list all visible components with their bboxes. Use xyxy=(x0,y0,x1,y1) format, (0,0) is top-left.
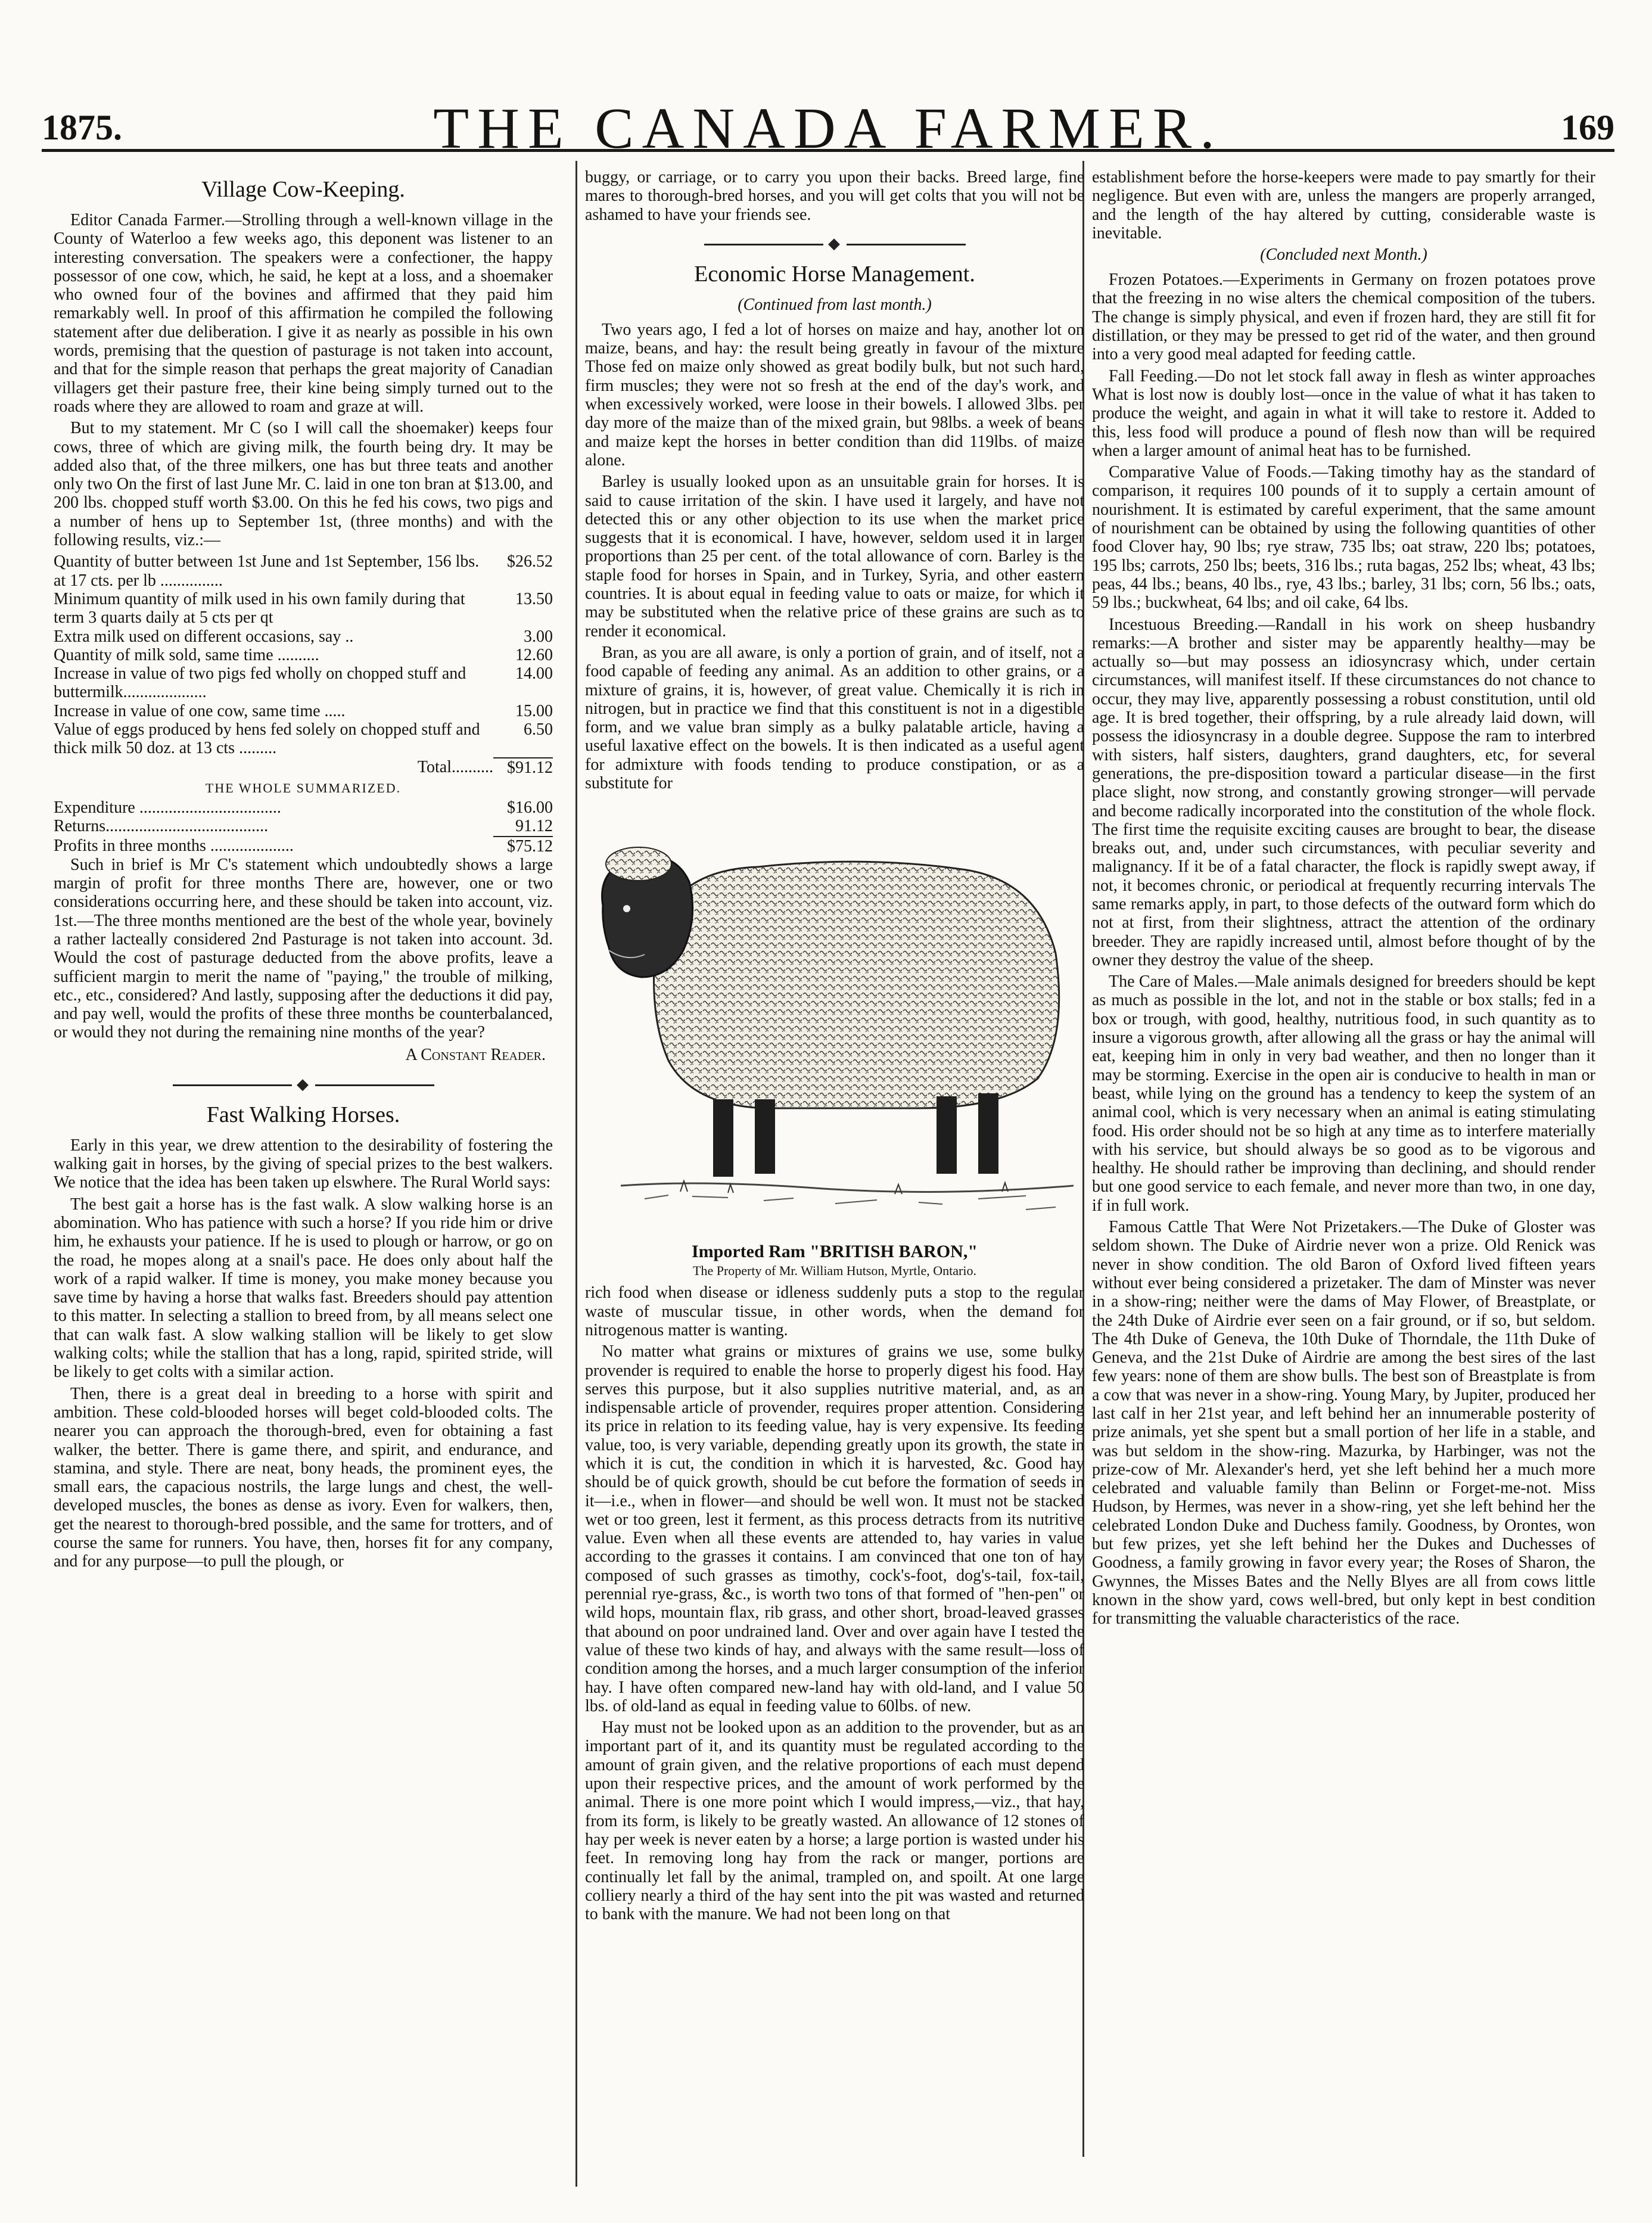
paragraph: Then, there is a great deal in breeding to a horse with spirit and ambition. These cold-blooded horses will beget cold-blooded colts. The nearer you can approach the thorough-bred, even for obtaining a fast walker, the better. There is game there, and spirit, and endurance, and stamina, and style. There are neat, bony heads, the prominent eyes, the small ears, the capacious nostrils, the large lungs and chest, the well-developed muscles, the bones as dense as ivory. Even for walkers, then, get the nearest to thorough-bred possible, and the same for trotters, and of course the same for runners. You have, then, horses fit for any company, and for any purpose—to pull the plough, or xyxy=(54,1384,553,1571)
paragraph: Fall Feeding.—Do not let stock fall away in flesh as winter approaches What is lost now is doubly lost—once in the value of what it has taken to produce the weight, and again in what it will take to restore it. Added to this, less food will produce a pound of flesh now than will be required when a larger amount of animal heat has to be furnished. xyxy=(1092,366,1595,460)
article-heading: Fast Walking Horses. xyxy=(206,1102,400,1127)
column-rule xyxy=(575,161,577,2187)
account-row xyxy=(54,590,553,627)
account-label: Extra milk used on different occasions, say .. xyxy=(54,627,354,646)
column-3 xyxy=(1092,168,1595,2194)
paragraph: Barley is usually looked upon as an unsuitable grain for horses. It is said to cause irritation of the skin. I have used it largely, and have not detected this or any other objection to its use when the market price suggests that it is economical. I have, however, seldom used it in larger proportions than 25 per cent. of the total allowance of corn. Barley is the staple food for horses in Spain, and in Turkey, Syria, and other eastern countries. It is about equal in feeding value to oats or maize, for which it may be substituted when the relative price of these grains are such as to render it economical. xyxy=(585,472,1084,641)
continued-note: (Continued from last month.) xyxy=(738,295,932,314)
paragraph: Such in brief is Mr C's statement which undoubtedly shows a large margin of profit for three months There are, however, one or two considerations occurring here, and these should be taken into account, viz. 1st.—The three months mentioned are the best of the whole year, bovinely a rather lacteally considered 2nd Pasturage is not taken into account. 3d. Would the cost of pasturage deducted from the above profits, leave a sufficient margin to merit the name of "paying," the trouble of milking, etc., etc., considered? And lastly, supposing after the deductions it did pay, and pay well, would the profits of these three months be counterbalanced, or would they not during the remaining nine months of the year? xyxy=(54,855,553,1042)
account-row xyxy=(54,720,553,758)
issue-year: 1875. xyxy=(42,108,122,147)
account-amount: $26.52 xyxy=(507,552,553,571)
total-label: Total.......... xyxy=(417,757,493,776)
column-1 xyxy=(54,168,553,2194)
paragraph: Bran, as you are all aware, is only a portion of grain, and of itself, not a food capable of feeding any animal. As an addition to other grains, or a mixture of grains, it is, however, of great value. Chemically it is rich in nitrogen, but in practice we find that this constituent is not in a digestible form, and we value bran simply as a bulky palatable article, having a useful laxative effect on the bowels. It is then indicated as a useful agent for admixture with foods tending to produce constipation, or as a substitute for xyxy=(585,643,1084,793)
account-table xyxy=(54,552,553,777)
ram-illustration xyxy=(585,798,1084,1239)
paragraph: Two years ago, I fed a lot of horses on maize and hay, another lot on maize, beans, and hay: the result being greatly in favour of the mixture Those fed on maize only showed as great bodily bulk, but not such hard, firm muscles; they were not so fresh at the end of the day's work, and when excessively worked, were loose in their bowels. I allowed 3lbs. per day more of the maize than of the mixed grain, but 98lbs. a week of beans and maize kept the horses in better condition than did 119lbs. of maize alone. xyxy=(585,320,1084,470)
section-divider: ◆ xyxy=(585,235,1084,253)
paragraph: Hay must not be looked upon as an addition to the provender, but as an important part of it, and its quantity must be regulated according to the amount of grain given, and the relative proportions of each must depend upon their respective prices, and the amount of work performed by the animal. There is one more point which I would impress,—viz., that hay, from its form, is likely to be greatly wasted. An allowance of 12 stones of hay per week is never eaten by a horse; a large portion is wasted under his feet. In removing long hay from the rack or manger, portions are continually let fall by the animal, trampled on, and spoilt. At one large colliery nearly a third of the hay sent into the pit was wasted and returned to bank with the manure. We had not been long on that xyxy=(585,1718,1084,1924)
paragraph: The Care of Males.—Male animals designed for breeders should be kept as much as possible in the lot, and not in the stable or box stalls; fed in a box or trough, with good, healthy, nutritious food, in such quantity as to insure a vigorous growth, after allowing all the grass or hay the animal will eat, keeping him in only in very bad weather, and then no longer than it may be storming. Exercise in the open air is conducive to health in man or beast, while lying on the ground has a tendency to keep the system of an animal cool, which is very necessary when an animal is eating stimulating food. His order should not be so high at any time as to interfere materially with his service, but should always be so good as to be vigorous and healthy. He should rather be improving than declining, and should render but one good service to each female, and never more than two, in one day, if in full work. xyxy=(1092,972,1595,1215)
continued-note: (Concluded next Month.) xyxy=(1260,245,1427,265)
paragraph: But to my statement. Mr C (so I will call the shoemaker) keeps four cows, three of which are giving milk, the fourth being dry. It may be added also that, of the three milkers, one has but three teats and another only two On the first of last June Mr. C. laid in one ton bran at $13.00, and 200 lbs. chopped stuff worth $3.00. On this he fed his cows, two pigs and a number of hens up to September 1st, (three months) and with the following results, viz.:— xyxy=(54,419,553,550)
account-label: Increase in value of one cow, same time ..... xyxy=(54,701,346,720)
summary-row xyxy=(54,798,553,817)
paragraph: rich food when disease or idleness suddenly puts a stop to the regular waste of muscular tissue, in other words, when the demand for nitrogenous matter is wanting. xyxy=(585,1283,1084,1339)
paragraph: Famous Cattle That Were Not Prizetakers.—The Duke of Gloster was seldom shown. The Duke of Airdrie never won a prize. Old Renick was never in show condition. The old Baron of Oxford lived fifteen years without ever being considered a prizetaker. The dam of Minster was never in a show-ring; neither were the dams of May Flower, of Breastplate, or the 24th Duke of Airdrie ever seen on a fair ground, or if so, but seldom. The 4th Duke of Geneva, the 10th Duke of Thorndale, the 11th Duke of Geneva, and the 21st Duke of Airdrie are among the best sires of the last few years: none of them are show bulls. The best son of Breastplate is from a cow that was never in a show-ring. Young Mary, by Jupiter, produced her last calf in her 21st year, and left behind her an innumerable posterity of prize animals, yet she spent but a small portion of her life in a stable, and was but seldom in the show-ring. Mazurka, by Harbinger, was not the prize-cow of Mr. Alexander's herd, yet she left behind her a much more celebrated and valuable family than Belinn or Forget-me-not. Miss Hudson, by Hermes, was never in a show-ring, yet she left behind her the celebrated London Duke and Duchess family. Goodness, by Orontes, won but few prizes, yet she left behind her the Dukes and Duchesses of Goodness, a family growing in favor every year; the Roses of Sharon, the Gwynnes, the Misses Bates and the Nelly Blyes are all from cows little known in the show yard, cows well-bred, but only kept in best condition for transmitting the valuable characteristics of the race. xyxy=(1092,1218,1595,1628)
account-total-row xyxy=(54,758,553,777)
expenditure-amount: $16.00 xyxy=(507,798,553,817)
account-amount: 15.00 xyxy=(515,701,553,720)
summary-title: THE WHOLE SUMMARIZED. xyxy=(205,780,402,795)
paragraph: The best gait a horse has is the fast walk. A slow walking horse is an abomination. Who has patience with such a horse? If you ride him or drive him, he exhausts your patience. If he is used to plough or harrow, or go on the road, he mopes along at a snail's pace. He does only about half the work of a rapid walker. If time is money, you make money because you save time by having a horse that walks fast. Breeders should pay attention to this matter. In selecting a stallion to breed from, by all means select one that can walk fast. A slow walking stallion will be likely to get slow walking colts; while the stallion that has a long, rapid, spirited stride, will be likely to get colts with a similar action. xyxy=(54,1195,553,1382)
paragraph: Editor Canada Farmer.—Strolling through a well-known village in the County of Waterloo a few weeks ago, this deponent was listener to an interesting conversation. The speakers were a confectioner, the happy possessor of one cow, which, he said, he kept at a loss, and a shoemaker who owned four of the bovines and affirmed that they paid him remarkably well. In proof of this affirmation he compiled the following statement after due deliberation. I give it as nearly as possible in his own words, premising that the question of pasturage is not taken into account, and that for the simple reason that perhaps the great majority of Canadian villagers get their pasture free, their kine being simply turned out to the roads where they are allowed to roam and graze at will. xyxy=(54,211,553,416)
signature: A Constant Reader. xyxy=(405,1045,546,1064)
paragraph: Comparative Value of Foods.—Taking timothy hay as the standard of comparison, it requires 100 pounds of it to supply a certain amount of nourishment. It is estimated by careful experiment, that the same amount of nourishment can be obtained by using the following quantities of other food Clover hay, 90 lbs; rye straw, 735 lbs; oat straw, 220 lbs; potatoes, 195 lbs; carrots, 250 lbs; beets, 316 lbs.; ruta bagas, 252 lbs; wheat, 43 lbs; peas, 44 lbs.; beans, 40 lbs., rye, 43 lbs.; barley, 31 lbs; corn, 56 lbs.; oats, 59 lbs.; buckwheat, 64 lbs; and oil cake, 64 lbs. xyxy=(1092,463,1595,613)
article-heading: Economic Horse Management. xyxy=(694,261,975,287)
ram-icon xyxy=(585,798,1084,1239)
returns-label: Returns....................................... xyxy=(54,817,269,836)
account-row xyxy=(54,646,553,664)
summary-row xyxy=(54,837,553,856)
article-heading: Village Cow-Keeping. xyxy=(201,177,405,202)
account-label: Value of eggs produced by hens fed solely on chopped stuff and thick milk 50 doz. at 13 cts ......... xyxy=(54,720,480,758)
profits-label: Profits in three months .................... xyxy=(54,836,294,855)
column-2 xyxy=(585,168,1084,2194)
figure-credit: The Property of Mr. William Hutson, Myrtle, Ontario. xyxy=(693,1263,976,1279)
account-label: Increase in value of two pigs fed wholly on chopped stuff and buttermilk.................... xyxy=(54,664,466,702)
account-row xyxy=(54,552,553,590)
account-row xyxy=(54,702,553,720)
page-number: 169 xyxy=(1561,108,1614,147)
account-row xyxy=(54,664,553,702)
account-amount: 3.00 xyxy=(524,627,553,646)
returns-amount: 91.12 xyxy=(515,817,553,836)
account-row xyxy=(54,627,553,646)
section-divider: ◆ xyxy=(54,1075,553,1093)
account-label: Quantity of milk sold, same time .......... xyxy=(54,645,319,664)
figure-caption: Imported Ram "BRITISH BARON," xyxy=(691,1242,978,1262)
paragraph: Frozen Potatoes.—Experiments in Germany on frozen potatoes prove that the freezing in no wise alters the chemical composition of the tubers. The change is simply physical, and even if frozen hard, they are still fit for distillation, or they may be pressed to get rid of the water, and then ground into a very good meal adapted for feeding cattle. xyxy=(1092,271,1595,364)
account-label: Minimum quantity of milk used in his own family during that term 3 quarts daily at 5 cts per qt xyxy=(54,589,465,627)
masthead xyxy=(42,89,1614,161)
summary-table xyxy=(54,798,553,856)
summary-row xyxy=(54,817,553,836)
paragraph: establishment before the horse-keepers were made to pay smartly for their negligence. But even with are, unless the mangers are properly arranged, and the length of the hay altered by cutting, considerable waste is inevitable. xyxy=(1092,168,1595,242)
paragraph: No matter what grains or mixtures of grains we use, some bulky provender is required to enable the horse to properly digest his food. Hay serves this purpose, but it also supplies nutritive material, and, as an indispensable article of provender, requires proper attention. Considering its price in relation to its feeding value, hay is very expensive. Its feeding value, too, is very variable, depending greatly upon its growth, the state in which it is cut, the condition in which it is harvested, &c. Good hay should be of quick growth, should be cut before the formation of seeds in it—i.e., when in flower—and should be well won. It must not be stacked wet or too green, lest it ferment, as this process detracts from its nutritive value. Even when all these events are attended to, hay varies in value according to the grasses it contains. I am convinced that one ton of hay composed of such grasses as timothy, cock's-foot, dog's-tail, fox-tail, perennial rye-grass, &c., is worth two tons of that formed of "hen-pen" or wild hops, mountain flax, rib grass, and other short, broad-leaved grasses that abound on poor undrained land. Over and over again have I tested the value of these two kinds of hay, and always with the same result—loss of condition among the horses, and a much larger consumption of the inferior hay. I have often compared new-land hay with old-land, and I value 50 lbs. of old-land as equal in feeding value to 60lbs. of new. xyxy=(585,1342,1084,1715)
expenditure-label: Expenditure .................................. xyxy=(54,798,281,817)
newspaper-title: THE CANADA FARMER. xyxy=(433,97,1223,161)
paragraph: Incestuous Breeding.—Randall in his work on sheep husbandry remarks:—A brother and sister may be apparently healthy—may be actually so—but may possess an idiosyncrasy which, under certain circumstances, will manifest itself. If these circumstances do not chance to occur, they may live, apparently possessing a robust constitution, until old age. It is bred together, their offspring, by a rule already laid down, will possess the idiosyncrasy in a double degree. Suppose the ram to interbred with sisters, half sisters, daughters, grand daughters, etc, for several generations, the pre-disposition toward a particular disease—in the first place slight, now strong, and constantly growing stronger—will pervade and become radically incorporated into the constitution of the whole flock. The first time the requisite exciting causes are brought to bear, the disease breaks out, and, under such circumstances, with peculiar severity and malignancy. If it be of a fatal character, the flock is rapidly swept away, if not, it becomes chronic, or periodical at frequently recurring intervals The same remarks apply, in part, to those defects of the outward form which do not at first, from their slightness, attract the attention of the ordinary breeder. They are rapidly increased until, almost before thought of by the owner they destroy the value of the sheep. xyxy=(1092,615,1595,969)
account-amount: 12.60 xyxy=(515,645,553,664)
profits-amount: $75.12 xyxy=(493,837,553,856)
paragraph: buggy, or carriage, or to carry you upon their backs. Breed large, fine mares to thorough-bred horses, and you will get colts that you will not be ashamed to have your friends see. xyxy=(585,168,1084,224)
account-amount: 6.50 xyxy=(524,720,553,739)
total-amount: $91.12 xyxy=(493,758,553,777)
account-amount: 13.50 xyxy=(515,589,553,608)
account-amount: 14.00 xyxy=(515,664,553,683)
paragraph: Early in this year, we drew attention to the desirability of fostering the walking gait in horses, by the giving of special prizes to the best walkers. We notice that the idea has been taken up elswhere. The Rural World says: xyxy=(54,1136,553,1192)
account-label: Quantity of butter between 1st June and 1st September, 156 lbs. at 17 cts. per lb ............... xyxy=(54,552,480,590)
